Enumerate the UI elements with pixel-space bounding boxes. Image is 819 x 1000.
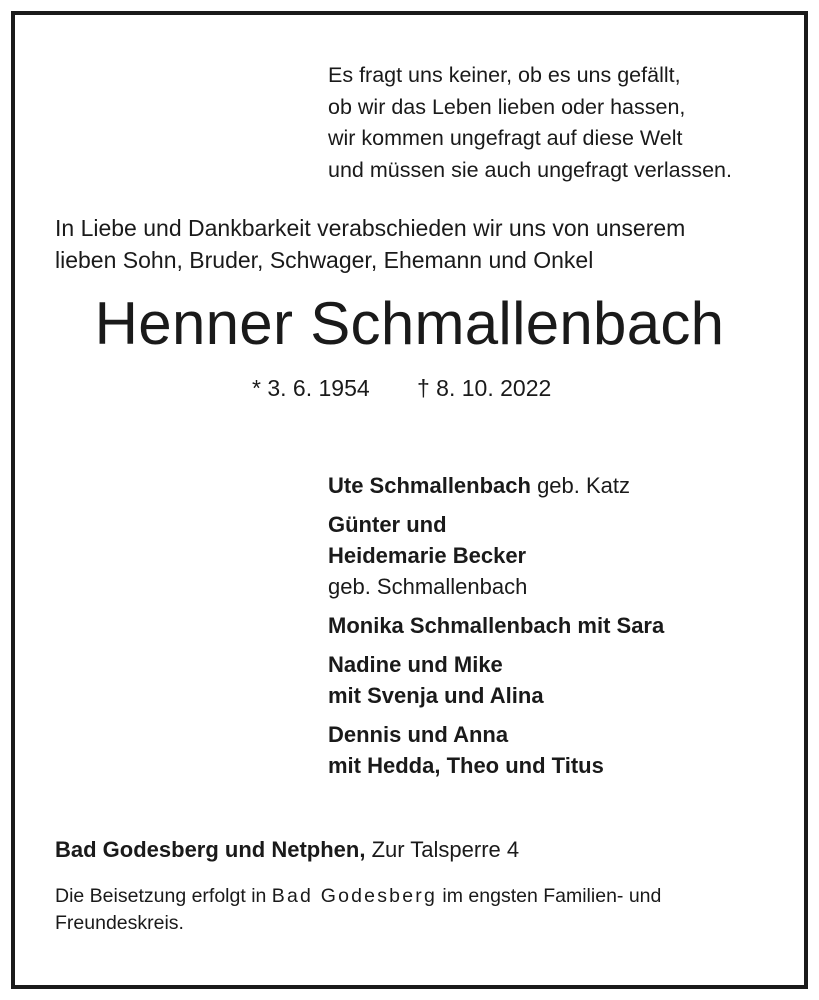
intro-line-1: In Liebe und Dankbarkeit verabschieden wir uns von unserem: [55, 215, 686, 241]
mourners-list: [328, 470, 664, 789]
poem-line-4: und müssen sie auch ungefragt verlassen.: [328, 157, 732, 182]
mourner-group: [328, 470, 664, 501]
mourner-group: [328, 509, 664, 602]
intro-text: [55, 212, 685, 276]
death-date: † 8. 10. 2022: [417, 375, 552, 401]
burial-note: [55, 883, 661, 937]
mourner-name: Monika Schmallenbach mit Sara: [328, 613, 665, 638]
poem-line-1: Es fragt uns keiner, ob es uns gefällt,: [328, 63, 681, 87]
note-text: im engsten Familien- und: [437, 885, 662, 907]
towns: Bad Godesberg und Netphen,: [55, 837, 366, 862]
burial-note-line-1: [55, 883, 661, 910]
mourner-name: Heidemarie Becker: [328, 543, 527, 568]
note-town: Bad Godesberg: [271, 885, 437, 907]
place-line: [55, 834, 519, 865]
address: Zur Talsperre 4: [365, 837, 520, 862]
poem-line-2: ob wir das Leben lieben oder hassen,: [328, 94, 686, 119]
mourner-name: Nadine und Mike: [328, 652, 503, 677]
burial-note-line-2: Freundeskreis.: [55, 912, 184, 934]
poem-line-3: wir kommen ungefragt auf diese Welt: [328, 126, 683, 150]
mourner-name: Dennis und Anna: [328, 722, 509, 747]
intro-line-2: lieben Sohn, Bruder, Schwager, Ehemann und Onkel: [55, 247, 594, 273]
mourner-maiden-name: geb. Schmallenbach: [328, 574, 528, 599]
mourner-maiden-name: geb. Katz: [530, 473, 631, 498]
poem: [328, 60, 732, 186]
mourner-name: mit Hedda, Theo und Titus: [328, 753, 604, 778]
note-text: Die Beisetzung erfolgt in: [55, 885, 272, 907]
deceased-name: Henner Schmallenbach: [94, 290, 725, 357]
mourner-line: [328, 470, 664, 501]
mourner-group: [328, 719, 664, 781]
mourner-group: [328, 649, 664, 711]
birth-date: * 3. 6. 1954: [252, 375, 370, 401]
mourner-group: [328, 610, 664, 641]
mourner-name: Ute Schmallenbach: [328, 473, 531, 498]
mourner-name: Günter und: [328, 512, 447, 537]
mourner-name: mit Svenja und Alina: [328, 683, 544, 708]
